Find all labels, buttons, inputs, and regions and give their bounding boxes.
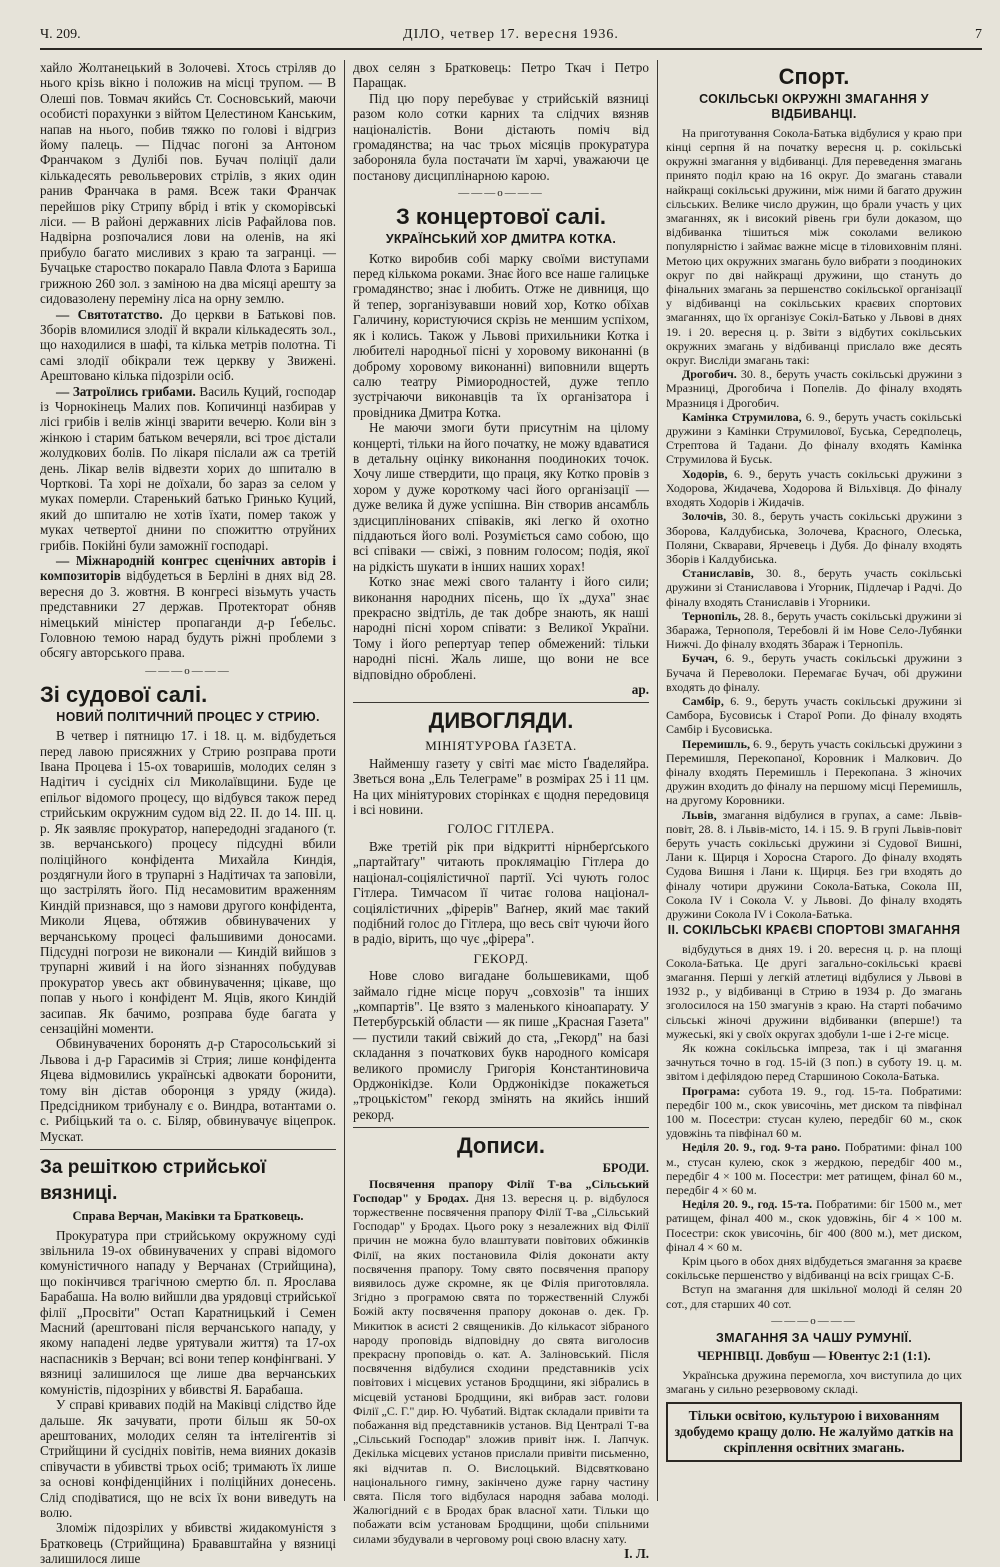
result-title: Станиславів, bbox=[682, 566, 754, 581]
program-text: Побратими: біг 1500 м., мет ратищем, фінал 400 м., скок удовжінь, біг 4 × 100 м. Посестри: скок увисочінь, біг 400 (800 м.), мет диском, фінал 4 × 60 м. bbox=[666, 1197, 962, 1254]
item-heading: ГЕКОРД. bbox=[473, 950, 529, 966]
result-item bbox=[666, 808, 962, 922]
masthead-date: ДІЛО, четвер 17. вересня 1936. bbox=[403, 27, 619, 42]
news-text: хайло Жолтанецький в Золочеві. Хтось стріляв до нього крізь вікно і положив на місці трупом. — В Олеші пов. Товмач якийсь Ст. Сосновський, маючи особисті порахунки з війтом Целестином Канським, напав на нього, побив тяжко по голові і відгриз йому палець. — Підчас погоні за Антоном Франчаком з Дулібі пов. Бучач поліції дали кількадесять револьверових стрілів, з яких один ранив Франчака в рамя. Всеж таки Франчак перейшов ріку Стрипу вбрід і втік у скоморівські ліси. — В районі державних лісів Рафайлова пов. Надвірна розпочалися лови на оленів, на які прибуло багато мисливих з краю та загранці. — Бучацьке староство покарало Павла Флота з Бариша грижною 260 зол. з заміною на два місяці арешту за сидовазолену переміну ліса на орну землю. bbox=[40, 60, 336, 307]
letter-text: Дня 13. вересня ц. р. відбулося торжественне посвячення прапору Філії Т-ва „Сільський Господар" у Бродах. Цього року з незалежних від Філії причин не можна було влаштувати повітових обжинків Філії, на яких постановила Філія доконати акту посвячення прапору. Тому свято посвячення прапору виявилось дуже скромне, як це Філія приготовляла. Згідно з програмою свята по торжественній Службі Божій акту посвячення прапору доконав о. дек. Гр. Микитюк в асисті 2 священиків. До кількасот зібраного народу проповідь відповідну до свята виголосив прекрасну проповідь о. кат. А. Заліновський. Після посвячення відбулися сходини представників усіх повітових і мiсцевих установ Бродщини, які зібрались в місцевій установі Бродщини, які вибрав заст. голови Філії „С. Г." дир. Ю. Чубатий. Відтак складали привіти та побажання від представників установ. Від Централі Т-ва „Сільський Господар" зложив привіт інж. І. Лапчук. Декілька мiсцевих установ прислали привіти письменно, які відчитав п. О. Вислоцький. Відсвятковано національного гимну, закінчено дуже гарну частину свята. Після того відбулася народня забава молоді. Жалюгідний є в Бродах брак власної хати. Тільки що побажати всім установам Бродщини, щоби спільними силами збудували в черговому році свою власну хату. bbox=[353, 1190, 650, 1546]
program-item bbox=[666, 1084, 962, 1141]
column-1 bbox=[40, 60, 345, 1567]
item-heading: МІНІЯТУРОВА ҐАЗЕТА. bbox=[425, 738, 577, 754]
article-subtitle: УКРАЇНСЬКИЙ ХОР ДМИТРА КОТКА. bbox=[385, 232, 617, 247]
program-text: субота 19. 9., год. 15-та. Побратими: передбіг 100 м., скок увисочінь, мет диском та півфінал 100 м. Посестри: стусан кулею, передбіг 60 м., скок удовжінь та півфінал 60 м. bbox=[666, 1083, 963, 1141]
news-item-text: До церкви в Батькові пов. Зборів вломилися злодії й вкрали кількадесять зол., що находилися в шафі, та кілька метрів полотна. Ті самі злодії обікрали теж церкву у Звижені. Арештовано кілька підозріли осіб. bbox=[40, 306, 336, 384]
result-title: Бучач, bbox=[682, 651, 718, 666]
program-title: Неділя 20. 9., год. 9-та рано. bbox=[682, 1140, 841, 1155]
result-item bbox=[666, 609, 962, 652]
result-text: 28. 8., беруть участь сокільські дружини зі Збаража, Тернополя, Теребовлі й ім Нове Село-Лубянки Нижчі. До фіналу входять Збараж і Тернопіль. bbox=[666, 608, 962, 652]
divider bbox=[353, 702, 649, 703]
result-item bbox=[666, 467, 962, 510]
columns bbox=[40, 60, 982, 1567]
result-text: 30. 8., беруть участь сокільські дружини з Зборова, Калдубиська, Золочева, Красного, Олеська, Поляни, Скварави, Ярчевець і Дубя. До фіналу входять Зборів і Калдубиська. bbox=[666, 509, 962, 566]
ornament-divider: ———o——— bbox=[458, 187, 544, 200]
article-text: У справі кривавих подій на Маківці слідство йде дальше. Як зачувати, проти більш як 50-ох арештованих, молодих селян та інтелігентів зі Стрийщини й сусідніх повітів, нема вияних доказів співучасти в убивстві трьох осіб; тримають їх лише за основі конфіденційних і поліційних донесень. Слід сподіватися, що не всіх їх вони виведуть на волю. bbox=[40, 1397, 336, 1520]
article-text: Вже третій рік при відкритті нірнберґського „партайтаґу" читають проклямацію Гітлера до націонал-соціялістичної партії. Усі чують голос Гітлера. Тимчасом її читає голова націонал-соціялістичних „фірерів" Ваґнер, який має такий подібний голос до Гітлера, що весь світ чуючи його в радіо, вірить, що чує „фірера". bbox=[353, 838, 649, 947]
result-item bbox=[666, 694, 962, 737]
news-item-text: Василь Куций, господар із Чорнокінець Малих пов. Копичинці назбирав у лісі грибів і велів жінці зварити вечерю. Коли він з жінкою і старим батьком вечеряли, всі троє дістали жолудкових болів. По лікаря післали аж са третій день. Лікар велів відвезти хорих до шпиталю в Чорткові. Та хорі не доїхали, бо зараз за селом у муках померли. Старенький батько Гринько Куций, який до шпиталю не хотів їхати, помер також у муках четвертої днини по спожиттю отруйних грибів. Покійні були заможнії господарі. bbox=[40, 383, 337, 553]
item-heading: ГОЛОС ГІТЛЕРА. bbox=[447, 821, 555, 837]
letter-title: Посвячення прапору Філії Т-ва „Сільський Господар" у Бродах. bbox=[353, 1176, 649, 1205]
result-title: Львів, bbox=[682, 807, 717, 822]
letter-item bbox=[353, 1177, 649, 1546]
news-item bbox=[40, 307, 336, 384]
result-title: Перемишль, bbox=[682, 736, 750, 751]
page-number: 7 bbox=[975, 27, 982, 42]
article-text: Не маючи змоги бути присутнім на цілому концерті, тільки на його початку, не можу вдаватися в детальну оцінку виконання поодиноких точок. Хочу лише ствердити, що праця, яку Котко провів з хором у дуже короткому часі його організації — дуже велика й дуже успішна. Він створив ансамбль здисциплінованих співаків, які легко й охотно піддаються його волі. Розуміється само собою, що всі співаки — свіжі, з повним голосом; подія, якої на рідкість шукати в інших наших хорах! bbox=[353, 420, 649, 574]
result-text: 6. 9., беруть участь сокільські дружини зі Самбора, Бусовиськ і Старої Ропи. До фіналу входять Самбір і Бусовиська. bbox=[666, 693, 963, 737]
section-title-prison: За решіткою стрийської вязниці. bbox=[40, 1157, 267, 1205]
result-title: Ходорів, bbox=[682, 466, 728, 481]
article-text: відбудуться в днях 19. і 20. вересня ц. р. на площі Сокола-Батька. Це другі загально-сокільські краєві змагання. Перші у легкій атлетиці відбулися у Львові в 1932 р., у відбиванці в Стрию в 1934 р. До змагань зголосилося на 150 змагунів з краю. На старті побачимо сільські жіночі дружини відбиванки (вперше!) та мужеські, які у своїх округах здобули 1-ше і 2-ге місце. bbox=[666, 941, 962, 1041]
article-text: В четвер і пятницю 17. і 18. ц. м. відбудеться перед лавою присяжних у Стрию розправа проти Івана Процева і 15-ох товаришів, молодих селян з Надітич і сусідніх сіл Миколаївщини. Буде це епільог відомого процесу, що відбувся також перед стрийським окружним судом від 22. II. до 14. III. ц. р. Як заявляє прокуратор, напередодні згаданого (т. зв. верчанського) процесу підсудні вбили поліційного конфідента Михайла Киндія, роздягнули його в трупарні з Надітичах та заповіли, що застрілять його. Під несамовитим враженням Киндій признався, що з намови другого конфідента, Миколи Яцева, обтяжив обвинувачених у верчанському процесі фальшивими доносами. Підсудні погрози не виконали — Киндій вийшов з трупарні живий і на його зізнаннях побудував прокуратор увесь акт обвинувачення; цікаве, що попав у нього і конфідент М. Яців, якого Киндій засипав. Як бачимо, розправа буде багата у сензаційні моменти. bbox=[40, 728, 336, 1036]
dateline: БРОДИ. bbox=[602, 1161, 649, 1176]
section-title-curiosities: ДИВОГЛЯДИ. bbox=[428, 708, 574, 734]
news-item-text: відбудеться в Берліні в днях від 28. вересня до 3. жовтня. В конгресі візьмуть участь представники 27 держав. Протекторат обняв німецький міністер пропаганди д-р Ґебельс. Головною темою нарад будуть ріжні проблеми з обсягу авторського права. bbox=[40, 568, 337, 661]
ornament-divider: ———o——— bbox=[771, 1314, 857, 1327]
article-text: Зломіж підозрілих у вбивстві жидакомуністя з Братковець (Стрийщина) Брававштайна у вязниці залишилося лише bbox=[40, 1520, 336, 1567]
result-item bbox=[666, 367, 962, 410]
article-text: Котко виробив собі марку своїми виступами перед кількома роками. Знає його все наше галицьке громадянство; знає і любить. Отже не дивниця, що й тепер, зорганізувавши новий хор, Котко обїхав Галичину, користуючися скрізь не меншим успіхом, як і колись. Також у Львові прихильники Котка і любителі народньої пісні у хоровому виконанні (в доброму хоровому виконанні) виповнили вщерть салю театру Рімиородностей, дуже тепло зустрічаючи виконавців та їх організатора і провідника Дмитра Котка. bbox=[353, 250, 649, 420]
article-text: Під цю пору перебуває у стрийській вязниці разом коло сотки карних та слідчих вязняв націоналістів. Вони дістають поміч від громадянства; на час трьох місяців прокуратура забороняла була постачати їм харчі, уважаючи це постанову дисциплінарною карою. bbox=[353, 90, 649, 183]
slogan-box: Тільки освітою, культурою і вихованням здобудемо кращу долю. Не жалуймо датків на скріплення освітних змагань. bbox=[666, 1402, 962, 1462]
result-item bbox=[666, 509, 962, 566]
issue-number: Ч. 209. bbox=[40, 27, 81, 42]
result-text: 6. 9., беруть участь сокільські дружини з Бучача й Переволоки. Перемагає Бучач, обі дружини входять до фіналу. bbox=[666, 651, 962, 694]
news-item bbox=[40, 384, 336, 553]
column-2 bbox=[345, 60, 658, 1561]
article-text: На приготування Сокола-Батька відбулися у краю при кінці серпня й на початку вересня ц. р. сокільські окружні змагання у відбиванці. Для переведення змагань принято поділ краю на 16 округ. До змагань ставали найкращі сокільські дружини, між ними й багато дружин сільських. Велике число дружин, що брали участь у цих змаганнях, як і високий рівень гри були доказом, що відбиванка тішиться між соколами великою популярністю і займає важне місце в тіловиховнім пляні. Метою цих окружних змагань було вибрати з поодиноких округ по дві найкращі дружини, що стануть до фінальних змагань за першенство сокільської організації у відбиванці на сокільських краєвих спортових змаганнях, що їх організує Сокіл-Батько у Львові в днях 19. і 20. вересня ц. р. Звіти з відбутих сокільських окружних змагань у відбиванці прислало вже десять округ. Висліди змагань такі: bbox=[666, 125, 962, 368]
section-title-court: Зі судової салі. bbox=[40, 681, 208, 707]
result-title: Тернопіль, bbox=[682, 608, 741, 623]
article-text: Обвинувачених боронять д-р Старосольський зі Львова і д-р Гарасимів зі Стрия; лише конфідента Яцева відмовились українські адвокати боронити, тому він дістав оборонця з уряду (жида). Предсідником трибуналу є о. Виндра, вотантами о. с. Рибіцький та о. с. Біляр, обвинувачує віцепрок. Мускат. bbox=[40, 1036, 336, 1144]
result-text: 30. 8., беруть участь сокільські дружини з Мразниці, Дрогобича і Попелів. До фіналу входять Мразниця і Дрогобич. bbox=[666, 367, 962, 410]
result-item bbox=[666, 651, 962, 694]
result-text: 30. 8., беруть участь сокільські дружини зі Станиславова і Угорник, Підлечар і Радчі. До фіналу входять Станиславів і Угорники. bbox=[666, 566, 962, 609]
article-text: Вступ на змагання для шкільної молоді й селян 20 сот., для старших 40 сот. bbox=[666, 1282, 962, 1311]
section-title-sport: Спорт. bbox=[778, 64, 850, 89]
article-subtitle: II. СОКІЛЬСЬКІ КРАЄВІ СПОРТОВІ ЗМАГАННЯ bbox=[667, 923, 961, 938]
article-text: Найменшу газету у світі має місто Ґваделяйра. Зветься вона „Ель Телеграме" в розмірах 25 і 11 цм. На цих мініятурових сторінках є щодня передовиця і всі новини. bbox=[353, 755, 649, 818]
result-title: Камінка Струмилова, bbox=[682, 409, 802, 424]
article-text: Як кожна сокільська імпреза, так і ці змагання зачнуться точно в год. 15-ій (3 поп.) в суботу 19. ц. м. звітом і дефілядою перед Старшиною Сокола-Батька. bbox=[666, 1041, 962, 1084]
column-3 bbox=[658, 60, 962, 1501]
page-header bbox=[40, 22, 982, 50]
author-signature: І. Л. bbox=[624, 1545, 649, 1561]
result-text: 6. 9., беруть участь сокільські дружини з Ходорова, Жидачева, Ходорова й Вільхівця. До фіналу входять Ходорів і Жидачів. bbox=[666, 466, 962, 510]
divider bbox=[40, 1149, 336, 1150]
result-title: Самбір, bbox=[682, 693, 724, 708]
news-item bbox=[40, 553, 336, 661]
program-item bbox=[666, 1140, 962, 1197]
article-text: Крім цього в обох днях відбудеться змагання за краєве сокільське першенство у відбиванці на всіх грищах С-Б. bbox=[666, 1254, 962, 1283]
result-title: Дрогобич. bbox=[682, 367, 737, 382]
result-text: змагання відбулися в групах, а саме: Львів-повіт, 28. 8. і Львів-місто, 14. і 15. 9. В групі Львів-повіт беруть участь сокільські дружини зі Судової Вишні, Лани к. Щирця і Хоросна Старого. До фіналу входять Судова Вишня і Лани к. Щирця. Без гри входять до фіналу чотири дружини Сокола-Батька, Сокола III, Сокола IV і Сокола V. у Львові. До фіналу входять дружини Сокола IV і Сокола-Батька. bbox=[666, 807, 962, 921]
article-text: Українська дружина перемогла, хоч виступила до цих змагань у сильно резервовому складі. bbox=[666, 1367, 962, 1396]
article-text: Прокуратура при стрийському окружному суді звільнила 19-ох обвинувачених у справі відомого комуністичного нападу у Верчанах (Стрийщина), що покінчився трагічною смертю бл. п. Ярослава Барабаша. На волю вийшли два урядовці стрийської філії „Просвіти" Остап Каратницький і Семен Масний (арештовані після верчанського нападу, у якому нападені ледве урятували життя) та 17-ох наспасників з Верчан; всі вони тепер конфінгвані. У вязниці залишилося ще лише два верчанських комуністів, підозріних у вбивстві Я. Барабаша. bbox=[40, 1227, 336, 1397]
result-item bbox=[666, 737, 962, 808]
news-item-title: — Міжнародній конгрес сценічних авторів і композиторів bbox=[40, 553, 336, 584]
result-item bbox=[666, 410, 962, 467]
author-signature: ар. bbox=[631, 682, 649, 698]
program-title: Неділя 20. 9., год. 15-та. bbox=[682, 1197, 813, 1212]
article-text: двох селян з Братковець: Петро Ткач і Петро Паращак. bbox=[353, 60, 649, 91]
news-item-title: — Затроїлись грибами. bbox=[56, 383, 196, 399]
result-text: 6. 9., беруть участь сокільські дружини з Перемишля, Перекопаної, Коровник і Малкович. До фіналу входять Перемишль і Перекопана. З жіночих дружин входить до фіналу на першому місці Перемишль, на другому Коровники. bbox=[666, 736, 962, 808]
article-subtitle: ЗМАГАННЯ ЗА ЧАШУ РУМУНІЇ. bbox=[715, 1330, 913, 1345]
section-title-letters: Дописи. bbox=[456, 1133, 546, 1159]
article-subtitle: НОВИЙ ПОЛІТИЧНИЙ ПРОЦЕС У СТРИЮ. bbox=[56, 709, 320, 724]
result-title: Золочів, bbox=[682, 509, 727, 524]
program-title: Програма: bbox=[682, 1083, 741, 1098]
article-text: Нове слово вигадане большевиками, щоб займало гідне місце поруч „совхозів" та інших „компартів". Це взято з маленького кіноапарату. У Петербурській области — як пише „Красная Газета" — пустили такий свіжий до ста, „Гекорд" на базі складання з початкових букв народного комісаря великого промислу Григорія Константиновича Орджонікідзе. Коли Орджонікідзе покажеться „троцькістом" гекорд змінять на якийсь інший рекорд. bbox=[353, 968, 649, 1122]
program-text: Побратими: фінал 100 м., стусан кулею, скок з жердкою, передбіг 400 м., передбіг 4 × 100 м. Посестри: мет ратищем, фінал 60 м., передбіг 4 × 60 м. bbox=[666, 1140, 962, 1198]
section-title-concert: З концертової салі. bbox=[395, 204, 607, 230]
match-result: ЧЕРНІВЦІ. Довбуш — Ювентус 2:1 (1:1). bbox=[697, 1349, 931, 1364]
news-item-title: — Святотатство. bbox=[56, 306, 163, 322]
program-item bbox=[666, 1197, 962, 1254]
article-subtitle: СОКІЛЬСЬКІ ОКРУЖНІ ЗМАГАННЯ У ВІДБИВАНЦІ. bbox=[699, 92, 929, 122]
result-text: 6. 9., беруть участь сокільські дружини з Камінки Струмилової, Буська, Середполець, Стрептова й Тадани. До фіналу входять Камінка Струмилова й Буськ. bbox=[666, 409, 963, 467]
article-subtitle: Справа Верчан, Маківки та Братковець. bbox=[72, 1209, 304, 1224]
ornament-divider: ———o——— bbox=[145, 664, 231, 677]
divider bbox=[353, 1127, 649, 1128]
article-text: Котко знає межі свого таланту і його сили; виконання народних пісень, що їх „духа" знає прекрасно звідтіль, де так добре знають, як наші народні пісні хором співати: з Великої України. Тому і його репертуар тепер обмежений: тільки народні пісні. Жаль лише, що вони не все відповідно оброблені. bbox=[353, 574, 649, 682]
result-item bbox=[666, 566, 962, 609]
